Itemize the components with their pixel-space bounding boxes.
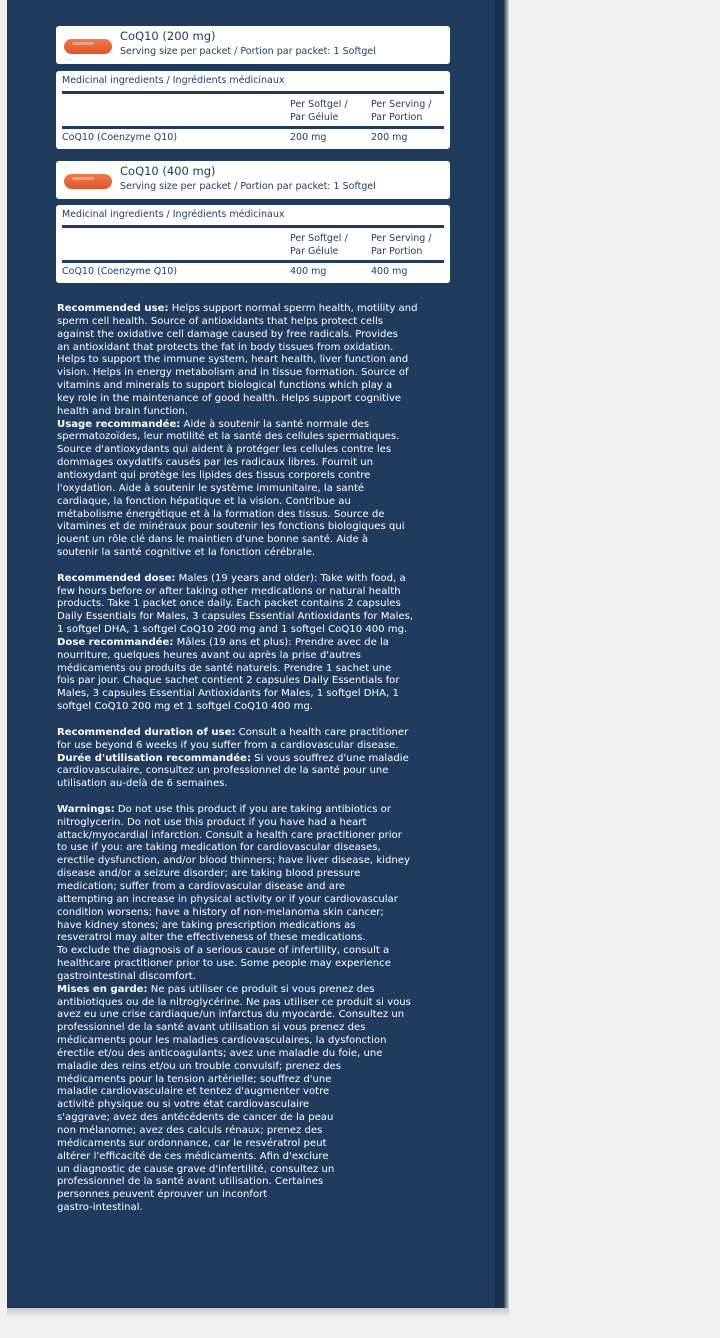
use-en-line: key role in the maintenance of good health. Helps support cognitive (57, 392, 402, 404)
warn-fr-line: médicaments pour les maladies cardiovasculaires, la dysfonction (57, 1035, 387, 1047)
product-header-200mg (56, 26, 450, 64)
use-fr-line: Source d'antioxydants qui aident à protéger les cellules contre les (57, 444, 392, 456)
serving-size: Serving size per packet / Portion par packet: 1 Softgel (120, 181, 376, 192)
duration-en-label: Recommended duration of use: (57, 726, 236, 738)
duration-fr-line: Durée d'utilisation recommandée: Si vous souffrez d'une maladie (57, 752, 409, 764)
label-body-text (57, 303, 452, 1215)
use-en-line: Recommended use: Helps support normal sperm health, motility and (57, 303, 418, 314)
ingredient-name: CoQ10 (Coenzyme Q10) (62, 266, 178, 277)
warn-fr-line: avez eu une crise cardiaque/un infarctus du myocarde. Consultez un (57, 1009, 405, 1021)
dose-en-line: Recommended dose: Males (19 years and older): Take with food, a (57, 572, 406, 584)
warn-fr-line: personnes peuvent éprouver un inconfort (57, 1189, 268, 1201)
per-softgel-value: 400 mg (290, 266, 327, 277)
per-softgel-value: 200 mg (290, 132, 327, 143)
product-header-400mg (56, 161, 450, 199)
warn-en-line: have kidney stones; are taking prescription medications as (57, 919, 356, 931)
box-edge (495, 0, 509, 1310)
warn-en-line: condition worsens; have a history of non-melanoma skin cancer; (57, 906, 384, 918)
duration-fr-line: utilisation au-delà de 6 semaines. (57, 778, 228, 790)
warn-en-line: resveratrol may alter the effectiveness of these medications. (57, 932, 366, 944)
warn-fr-line: médicaments pour la tension artérielle; souffrez d'une (57, 1073, 332, 1085)
use-fr-line: cardiaque, la fonction hépatique et la vision. Contribue au (57, 495, 351, 507)
duration-fr-line: cardiovasculaire, consultez un professionnel de la santé pour une (57, 765, 389, 777)
ingredients-table-200mg (56, 71, 450, 149)
use-en-line: sperm cell health. Source of antioxidants that helps protect cells (57, 315, 384, 327)
use-fr-label: Usage recommandée: (57, 418, 181, 430)
per-serving-value: 200 mg (371, 132, 408, 143)
duration-en-line: Recommended duration of use: Consult a health care practitioner (57, 726, 409, 738)
use-fr-line: antioxydant qui protège les lipides des tissus corporels contre (57, 469, 371, 481)
warn-fr-line: s'aggrave; avez des antécédents de cancer de la peau (57, 1112, 334, 1124)
warn-en-label: Warnings: (57, 803, 115, 815)
section-gap (57, 714, 452, 727)
warn-en-line: erectile dysfunction, and/or blood thinners; have liver disease, kidney (57, 855, 410, 867)
warn-en-line: attack/myocardial infarction. Consult a health care practitioner prior (57, 829, 402, 841)
warn-fr-line: professionnel de la santé avant utilisation si vous prenez des (57, 1022, 366, 1034)
column-header-per-softgel: Per Softgel / Par Gélule (290, 233, 348, 257)
dose-fr-line: Males, 3 capsules Essential Antioxidants for Males, 1 softgel DHA, 1 (57, 688, 399, 700)
use-fr-line: dommages oxydatifs causés par les radicaux libres. Fournit un (57, 457, 374, 469)
dose-fr-line: fois par jour. Chaque sachet contient 2 capsules Daily Essentials for (57, 675, 400, 687)
duration-fr-label: Durée d'utilisation recommandée: (57, 752, 251, 764)
section-gap (57, 791, 452, 804)
table-divider (62, 225, 444, 228)
section-gap (57, 560, 452, 573)
use-en-label: Recommended use: (57, 303, 169, 314)
dose-fr-line: Dose recommandée: Mâles (19 ans et plus): Prendre avec de la (57, 636, 389, 648)
ingredient-name: CoQ10 (Coenzyme Q10) (62, 132, 178, 143)
dose-en-line: products. Take 1 packet once daily. Each packet contains 2 capsules (57, 598, 401, 610)
dose-en-line: 1 softgel DHA, 1 softgel CoQ10 200 mg and 1 softgel CoQ10 400 mg. (57, 624, 408, 636)
warn-en-line: disease and/or a seizure disorder; are taking blood pressure (57, 868, 361, 880)
warn-fr-line: Mises en garde: Ne pas utiliser ce produit si vous prenez des (57, 983, 375, 995)
box-shadow (7, 1308, 509, 1318)
warn-fr-line: érectile et/ou des anticoagulants; avez une maladie du foie, une (57, 1047, 383, 1059)
column-header-per-softgel: Per Softgel / Par Gélule (290, 99, 348, 123)
table-divider (62, 91, 444, 94)
warn-fr-line: maladie des reins et/ou un trouble convulsif; prenez des (57, 1060, 342, 1072)
use-fr-line: spermatozoïdes, leur motilité et la santé des cellules spermatiques. (57, 431, 400, 443)
use-en-line: against the oxidative cell damage caused by free radicals. Provides (57, 328, 398, 340)
warn-fr-line: antibiotiques ou de la nitroglycérine. Ne pas utiliser ce produit si vous (57, 996, 411, 1008)
table-divider (62, 126, 444, 129)
product-title: CoQ10 (200 mg) (120, 29, 216, 43)
duration-en-line: for use beyond 6 weeks if you suffer from a cardiovascular disease. (57, 739, 399, 751)
warn-en-line: to use if you: are taking medication for cardiovascular diseases, (57, 842, 381, 854)
warn-fr-line: maladie cardiovasculaire et tentez d'augmenter votre (57, 1086, 330, 1098)
softgel-capsule-icon (64, 39, 112, 54)
column-header-per-serving: Per Serving / Par Portion (371, 233, 432, 257)
warn-fr-label: Mises en garde: (57, 983, 148, 995)
warn-fr-line: activité physique ou si votre état cardiovasculaire (57, 1099, 310, 1111)
warn-en-line: healthcare practitioner prior to use. Some people may experience (57, 958, 391, 970)
per-serving-value: 400 mg (371, 266, 408, 277)
use-en-line: vitamins and minerals to support biological functions which play a (57, 380, 393, 392)
table-title: Medicinal ingredients / Ingrédients médicinaux (62, 75, 285, 86)
use-en-line: an antioxidant that protects the fat in body tissues from oxidation. (57, 341, 394, 353)
dose-en-line: few hours before or after taking other medications or natural health (57, 585, 401, 597)
warn-fr-line: médicaments sur ordonnance, car le resvératrol peut (57, 1137, 327, 1149)
dose-fr-line: médicaments ou produits de santé naturels. Prendre 1 sachet une (57, 662, 392, 674)
ingredients-table-400mg (56, 205, 450, 283)
softgel-capsule-icon (64, 174, 112, 189)
use-fr-line: l'oxydation. Aide à soutenir le système immunitaire, la santé (57, 482, 365, 494)
dose-fr-line: softgel CoQ10 200 mg et 1 softgel CoQ10 400 mg. (57, 701, 314, 713)
warn-en-line: nitroglycerin. Do not use this product if you have had a heart (57, 816, 367, 828)
warn-en-line: attempting an increase in physical activity or if your cardiovascular (57, 893, 398, 905)
serving-size: Serving size per packet / Portion par packet: 1 Softgel (120, 46, 376, 57)
use-fr-line: métabolisme énergétique et à la formation des tissus. Source de (57, 508, 385, 520)
use-fr-line: vitamines et de minéraux pour soutenir les fonctions biologiques qui (57, 521, 405, 533)
warn-fr-line: gastro-intestinal. (57, 1202, 143, 1214)
warn-en-line: To exclude the diagnosis of a serious cause of infertility, consult a (57, 945, 390, 957)
warn-fr-line: altérer l'efficacité de ces médicaments. Afin d'exclure (57, 1150, 329, 1162)
use-en-line: health and brain function. (57, 405, 188, 417)
warn-fr-line: professionnel de la santé avant utilisation. Certaines (57, 1176, 324, 1188)
use-fr-line: soutenir la santé cognitive et la fonction cérébrale. (57, 547, 316, 559)
use-en-line: Helps to support the immune system, heart health, liver function and (57, 354, 409, 366)
dose-fr-line: nourriture, quelques heures avant ou après la prise d'autres (57, 649, 361, 661)
warn-fr-line: un diagnostic de cause grave d'infertilité, consultez un (57, 1163, 335, 1175)
dose-en-line: Daily Essentials for Males, 3 capsules Essential Antioxidants for Males, (57, 611, 414, 623)
use-en-line: vision. Helps in energy metabolism and in tissue formation. Source of (57, 367, 409, 379)
warn-en-line: medication; suffer from a cardiovascular disease and are (57, 880, 346, 892)
warn-en-line: Warnings: Do not use this product if you are taking antibiotics or (57, 803, 392, 815)
table-divider (62, 260, 444, 263)
warn-en-line: gastrointestinal discomfort. (57, 970, 196, 982)
use-fr-line: jouent un rôle clé dans le maintien d'une bonne santé. Aide à (57, 534, 369, 546)
dose-en-label: Recommended dose: (57, 572, 176, 584)
warn-fr-line: non mélanome; avez des calculs rénaux; prenez des (57, 1125, 323, 1136)
dose-fr-label: Dose recommandée: (57, 636, 174, 648)
use-fr-line: Usage recommandée: Aide à soutenir la santé normale des (57, 418, 370, 430)
table-title: Medicinal ingredients / Ingrédients médicinaux (62, 209, 285, 220)
column-header-per-serving: Per Serving / Par Portion (371, 99, 432, 123)
product-title: CoQ10 (400 mg) (120, 164, 216, 178)
